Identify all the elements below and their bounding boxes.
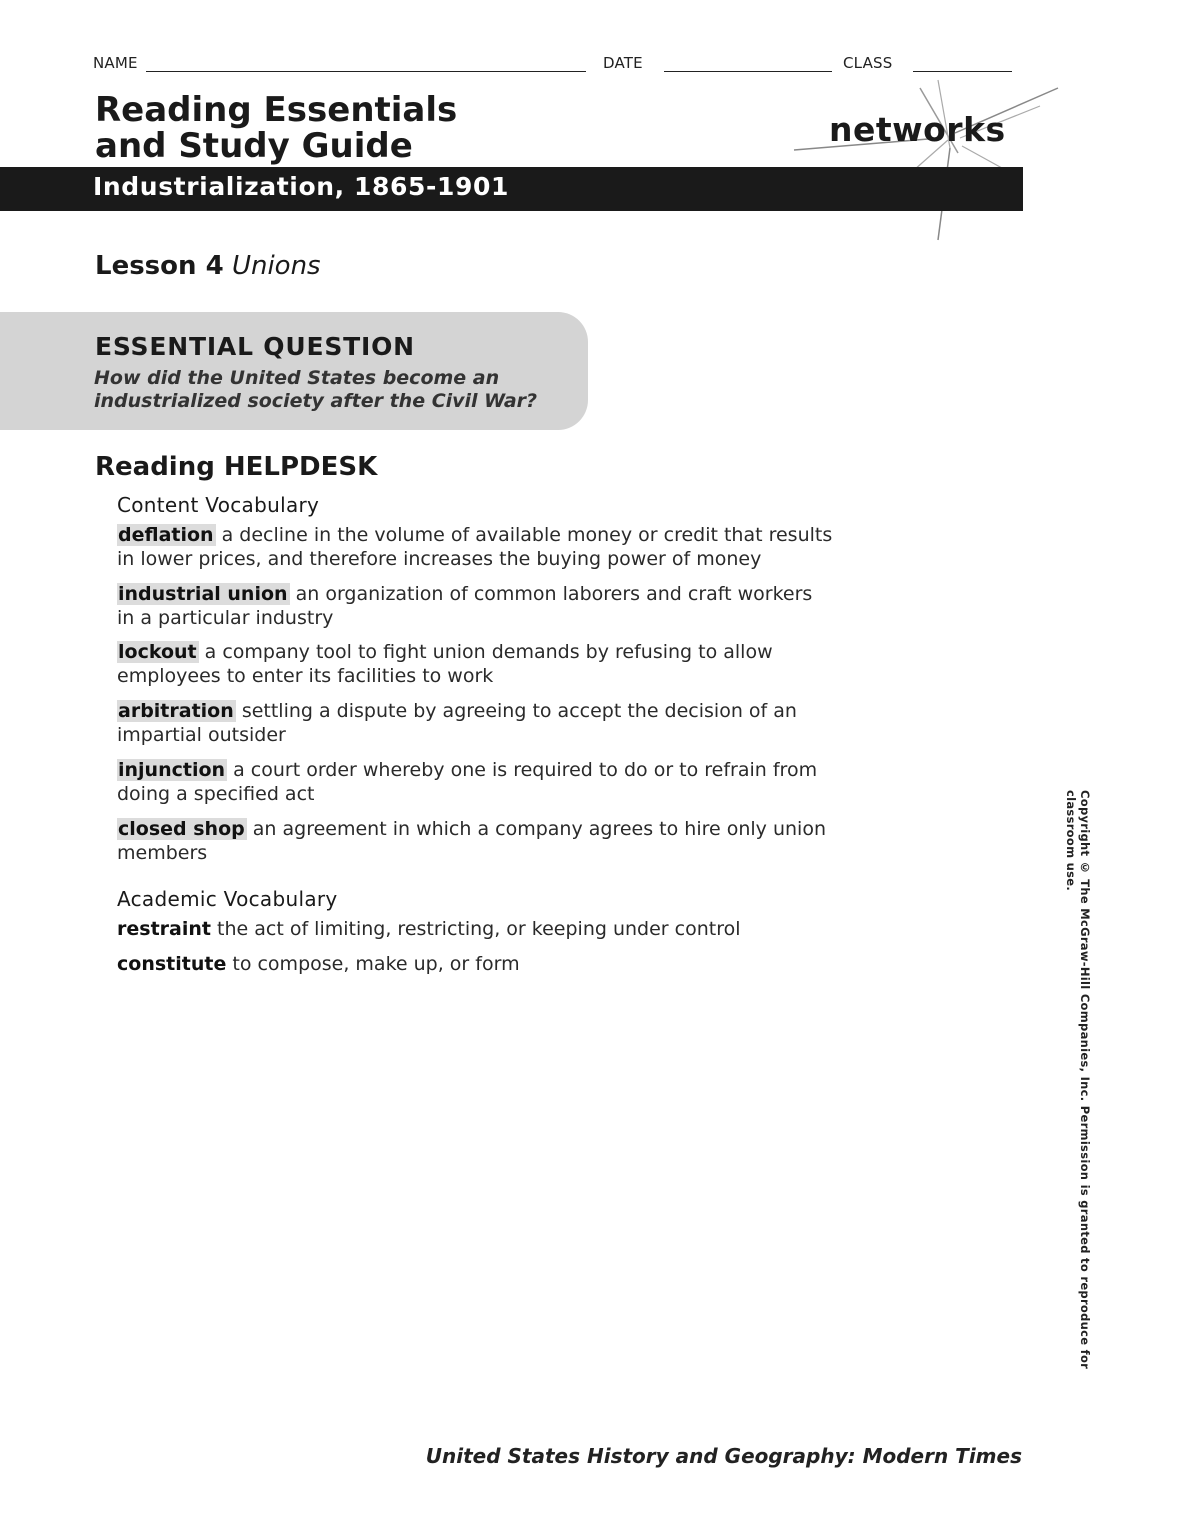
name-line[interactable] bbox=[146, 71, 586, 72]
vocab-entry bbox=[117, 582, 877, 630]
vocab-definition-cont: impartial outsider bbox=[117, 724, 286, 746]
vocab-definition: a decline in the volume of available money or credit that results bbox=[221, 524, 833, 546]
title-line-2: and Study Guide bbox=[95, 126, 413, 166]
vocab-definition-cont: members bbox=[117, 842, 208, 864]
copyright-notice: Copyright © The McGraw-Hill Companies, Inc. Permission is granted to reproduce for classroom use. bbox=[1064, 790, 1092, 1370]
class-label: CLASS bbox=[843, 54, 893, 72]
vocab-term: arbitration bbox=[118, 700, 234, 722]
date-line[interactable] bbox=[664, 71, 832, 72]
vocab-definition-cont: in a particular industry bbox=[117, 607, 334, 629]
vocab-term: injunction bbox=[118, 759, 226, 781]
helpdesk-heading: Reading HELPDESK bbox=[95, 452, 378, 482]
vocab-entry bbox=[117, 817, 877, 865]
content-vocabulary-heading: Content Vocabulary bbox=[117, 493, 320, 517]
vocab-definition: a company tool to fight union demands by refusing to allow bbox=[204, 641, 773, 663]
vocab-entry bbox=[117, 699, 877, 747]
lesson-name: Unions bbox=[231, 251, 321, 281]
vocab-definition-cont: doing a specified act bbox=[117, 783, 315, 805]
vocab-definition: settling a dispute by agreeing to accept the decision of an bbox=[241, 700, 797, 722]
essential-question-text bbox=[94, 367, 537, 413]
vocab-entry bbox=[117, 640, 877, 688]
chapter-title: Industrialization, 1865-1901 bbox=[93, 172, 509, 201]
vocab-term: lockout bbox=[118, 641, 197, 663]
vocab-entry bbox=[117, 758, 877, 806]
academic-term: constitute bbox=[117, 953, 227, 975]
vocab-definition: an agreement in which a company agrees to hire only union bbox=[252, 818, 826, 840]
networks-logo: networks bbox=[829, 110, 1006, 149]
footer-book-title: United States History and Geography: Modern Times bbox=[425, 1444, 1022, 1468]
academic-definition: to compose, make up, or form bbox=[232, 953, 520, 975]
vocab-term: deflation bbox=[118, 524, 214, 546]
title-line-1: Reading Essentials bbox=[95, 90, 458, 130]
vocab-definition: a court order whereby one is required to do or to refrain from bbox=[233, 759, 818, 781]
lesson-heading bbox=[95, 251, 321, 281]
vocab-definition-cont: in lower prices, and therefore increases the buying power of money bbox=[117, 548, 762, 570]
academic-definition: the act of limiting, restricting, or keeping under control bbox=[217, 918, 741, 940]
academic-vocab-entry bbox=[117, 917, 877, 941]
vocab-term: industrial union bbox=[118, 583, 288, 605]
class-line[interactable] bbox=[913, 71, 1012, 72]
vocab-entry bbox=[117, 523, 877, 571]
eq-line-1: How did the United States become an bbox=[94, 367, 500, 389]
networks-logo-graphic bbox=[790, 78, 1070, 248]
vocab-term: closed shop bbox=[118, 818, 245, 840]
name-label: NAME bbox=[93, 54, 138, 72]
academic-vocabulary-heading: Academic Vocabulary bbox=[117, 887, 338, 911]
vocab-definition-cont: employees to enter its facilities to work bbox=[117, 665, 494, 687]
essential-question-heading: ESSENTIAL QUESTION bbox=[95, 332, 415, 361]
page-title bbox=[95, 92, 457, 164]
vocab-definition: an organization of common laborers and craft workers bbox=[295, 583, 813, 605]
academic-term: restraint bbox=[117, 918, 211, 940]
lesson-label: Lesson 4 bbox=[95, 251, 224, 281]
academic-vocab-entry bbox=[117, 952, 877, 976]
date-label: DATE bbox=[603, 54, 643, 72]
eq-line-2: industrialized society after the Civil War? bbox=[94, 390, 538, 412]
